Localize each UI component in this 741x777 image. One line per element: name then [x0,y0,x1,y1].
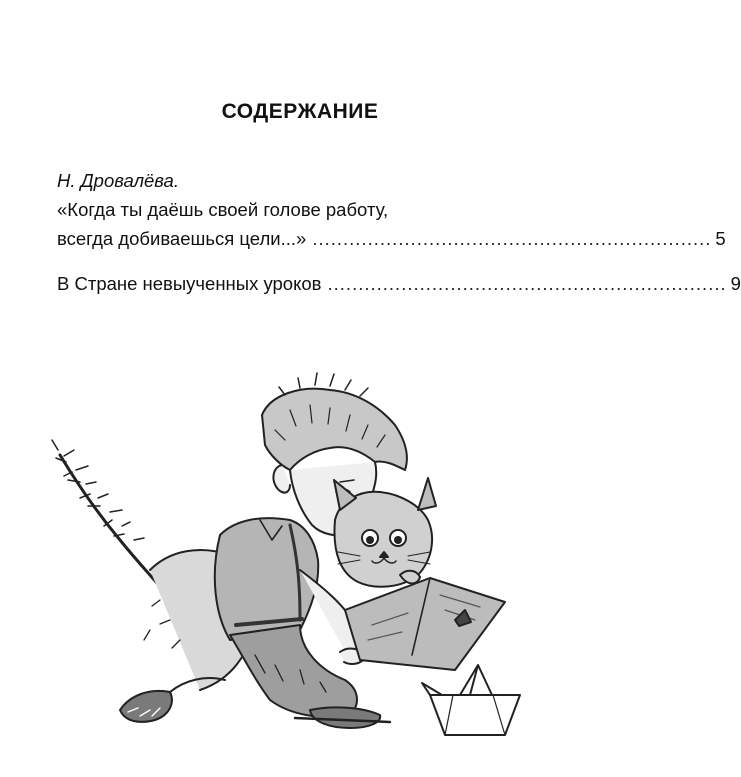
toc-entry-1-title: всегда добиваешься цели...» [57,228,307,249]
toc-entry-2-page: 9 [730,273,741,294]
boy-hair [262,389,407,470]
paper-boat [430,695,520,735]
toc-leader-dots: ................................................................. [312,228,712,249]
book [345,578,505,670]
boy-shoe-right [310,707,380,728]
page-title: СОДЕРЖАНИЕ [221,100,379,123]
boy-shoe-left [120,691,172,722]
toc-entry-1-page: 5 [715,228,726,249]
toc-author: Н. Дровалёва. [57,170,179,191]
toc-entry-1-line-1: «Когда ты даёшь своей голове работу, [57,199,389,220]
toc-entry-2-title: В Стране невыученных уроков [57,273,322,294]
table-of-contents [57,166,741,298]
boy-trousers [230,625,357,717]
boy-with-cat-illustration [0,370,600,770]
toc-leader-dots: ................................................................. [327,273,727,294]
toc-entry-1-line-2[interactable] [57,224,726,253]
toc-entry-2[interactable] [57,269,741,298]
